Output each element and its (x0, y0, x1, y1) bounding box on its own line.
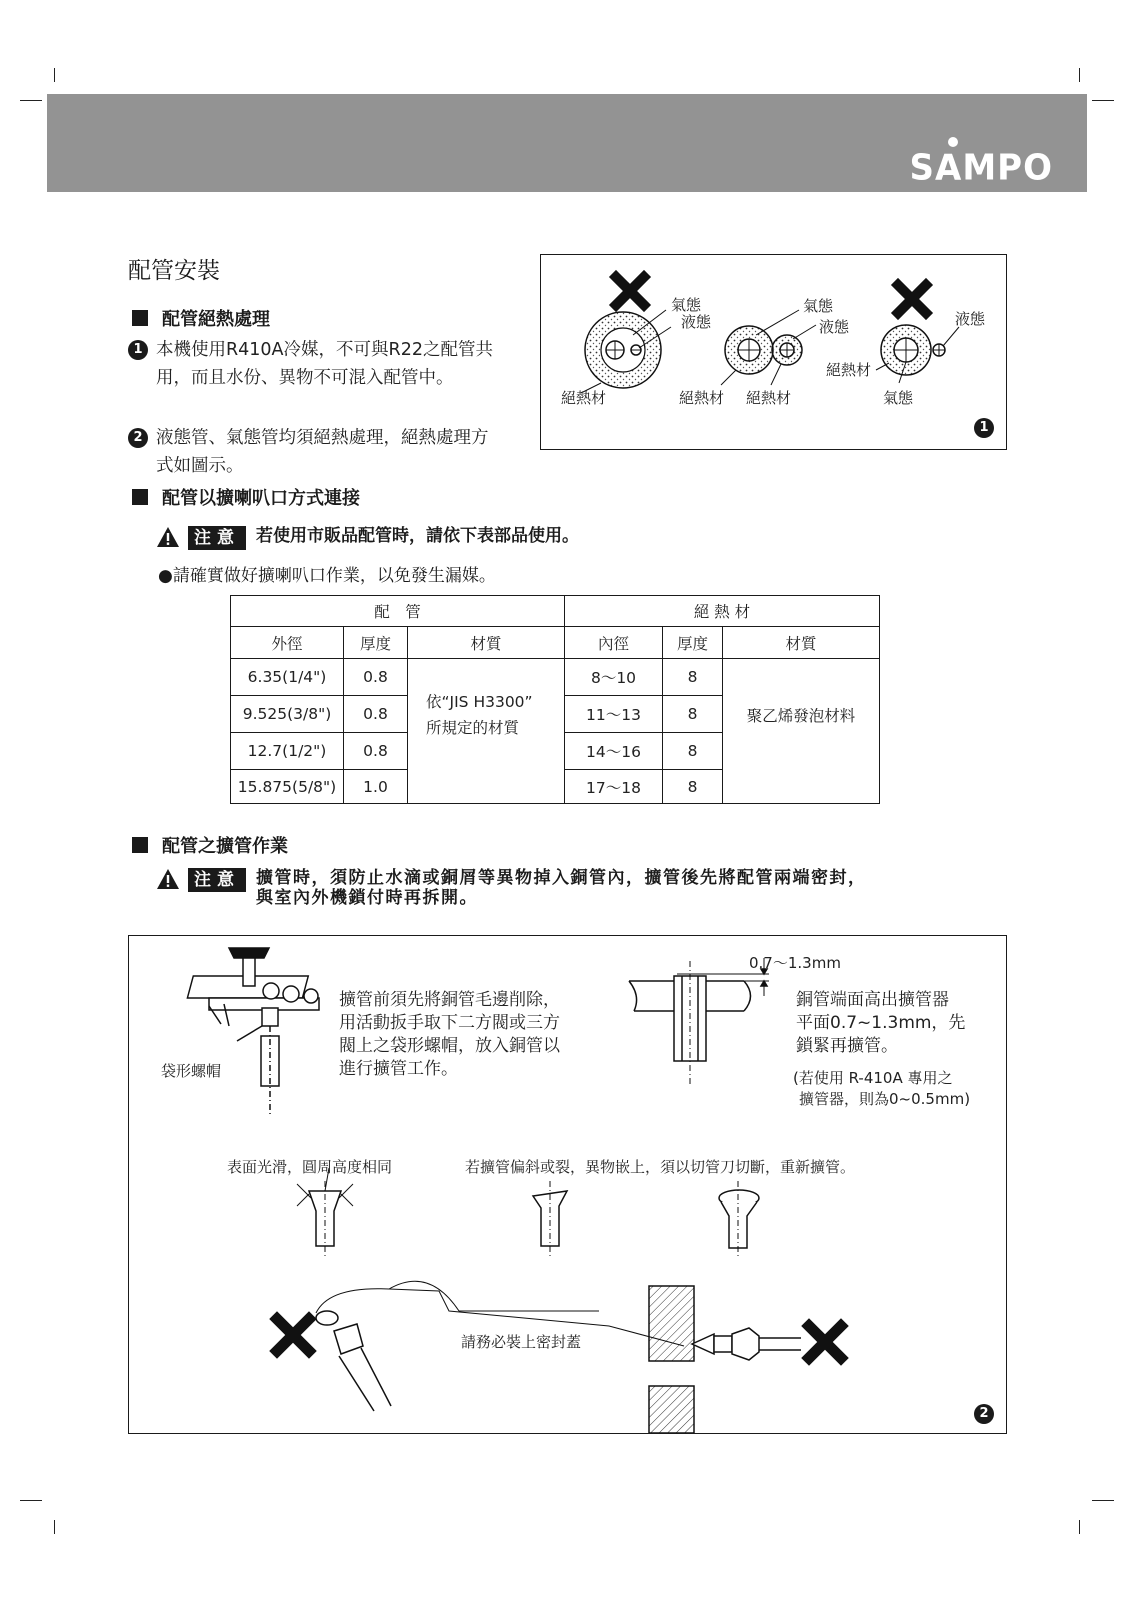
label-insulation: 絕熱材 (679, 389, 725, 407)
wrong-x-icon (898, 285, 926, 313)
figure-number-badge: 1 (974, 418, 994, 438)
table-header: 厚度 (663, 627, 723, 659)
label-insulation: 絕熱材 (746, 389, 792, 407)
page-title: 配管安裝 (128, 258, 220, 284)
warning-triangle-icon (156, 526, 180, 548)
crop-mark (1079, 68, 1080, 82)
label-insulation: 絕熱材 (561, 389, 607, 407)
wrong-x-icon (809, 1326, 841, 1358)
section-heading-flare-connection: 配管以擴喇叭口方式連接 (132, 484, 360, 510)
insulation-material-cell: 聚乙烯發泡材料 (723, 659, 880, 804)
label-gas: 氣態 (803, 297, 834, 315)
label-liquid: 液態 (955, 310, 986, 328)
section-heading-insulation: 配管絕熱處理 (132, 305, 270, 331)
seal-cap-illustration (316, 1281, 801, 1433)
table-header: 材質 (408, 627, 565, 659)
label-gas: 氣態 (671, 296, 702, 314)
label-flare-nut: 袋形螺帽 (161, 1062, 222, 1080)
caution-flaring-note (156, 868, 867, 908)
table-header: 外徑 (231, 627, 344, 659)
crop-mark (54, 68, 55, 82)
label-liquid: 液態 (819, 318, 850, 336)
warning-triangle-icon (156, 868, 180, 890)
bad-flare-illustration (533, 1181, 759, 1256)
square-bullet-icon (132, 489, 148, 505)
table-group-header: 配 管 (231, 596, 565, 627)
figure-number-badge: 2 (974, 1404, 994, 1424)
wrong-x-icon (616, 277, 644, 305)
caution-badge: 注意 (188, 868, 246, 892)
number-badge-icon: 2 (128, 428, 148, 448)
pipe-spec-table (230, 595, 880, 804)
brand-logo-dot (948, 137, 958, 147)
good-flare-illustration (297, 1168, 353, 1256)
figure-insulation-methods (540, 254, 1007, 450)
section-heading-flaring-work: 配管之擴管作業 (132, 832, 288, 858)
seal-cap-caption: 請務必裝上密封蓋 (461, 1333, 582, 1351)
crop-mark (20, 1500, 42, 1501)
instruction-text: 擴管前須先將銅管毛邊削除， 用活動扳手取下二方閥或三方 閥上之袋形螺帽，放入銅管以 進行擴管工作。 (339, 990, 560, 1079)
dimension-label: 0.7～1.3mm (749, 954, 841, 972)
table-header: 厚度 (344, 627, 408, 659)
caution-text: 若使用市販品配管時，請依下表部品使用。 (256, 526, 579, 546)
insulation-item-2: 2 液態管、氣態管均須絕熱處理，絕熱處理方式如圖示。 (128, 424, 500, 480)
wrong-x-icon (277, 1319, 309, 1351)
number-badge-icon: 1 (128, 340, 148, 360)
table-header: 內徑 (565, 627, 663, 659)
table-row: 9.525(3/8") 0.8 11～13 8 (231, 696, 880, 733)
label-gas: 氣態 (883, 389, 914, 407)
flaring-tool-illustration (187, 948, 319, 1114)
square-bullet-icon (132, 310, 148, 326)
crop-mark (1079, 1520, 1080, 1534)
caution-text: 擴管時，須防止水滴或銅屑等異物掉入銅管內，擴管後先將配管兩端密封， 與室內外機鎖付時再拆開。 (256, 868, 867, 908)
label-insulation: 絕熱材 (826, 361, 872, 379)
crop-mark (20, 100, 42, 101)
good-flare-caption: 表面光滑，圓周高度相同 (227, 1158, 393, 1176)
height-note: 銅管端面高出擴管器 平面0.7~1.3mm，先 鎖緊再擴管。 (796, 990, 966, 1056)
label-liquid: 液態 (681, 313, 712, 331)
brand-logo: SAMPO (909, 147, 1053, 189)
square-bullet-icon (132, 837, 148, 853)
r410a-note: (若使用 R-410A 專用之 擴管器，則為0~0.5mm) (793, 1069, 971, 1108)
table-header: 材質 (723, 627, 880, 659)
caution-table-note (156, 526, 579, 550)
table-group-header: 絕 熱 材 (565, 596, 880, 627)
pipe-height-illustration (629, 958, 769, 1086)
flare-note: ●請確實做好擴喇叭口作業，以免發生漏媒。 (158, 566, 496, 586)
figure-flaring-procedure (128, 935, 1007, 1434)
table-row: 12.7(1/2") 0.8 14～16 8 (231, 733, 880, 770)
insulation-item-1: 1 本機使用R410A冷媒，不可與R22之配管共用，而且水份、異物不可混入配管中。 (128, 336, 500, 392)
insulation-diagram (541, 255, 1006, 449)
crop-mark (1092, 100, 1114, 101)
table-row: 6.35(1/4") 0.8 依“JIS H3300” 所規定的材質 8～10 8 聚乙烯發泡材料 (231, 659, 880, 696)
crop-mark (1092, 1500, 1114, 1501)
bad-flare-caption: 若擴管偏斜或裂，異物嵌上，須以切管刀切斷，重新擴管。 (465, 1158, 856, 1176)
table-row: 15.875(5/8") 1.0 17～18 8 (231, 770, 880, 804)
caution-badge: 注意 (188, 526, 246, 550)
pipe-material-cell: 依“JIS H3300” 所規定的材質 (408, 659, 565, 804)
crop-mark (54, 1520, 55, 1534)
